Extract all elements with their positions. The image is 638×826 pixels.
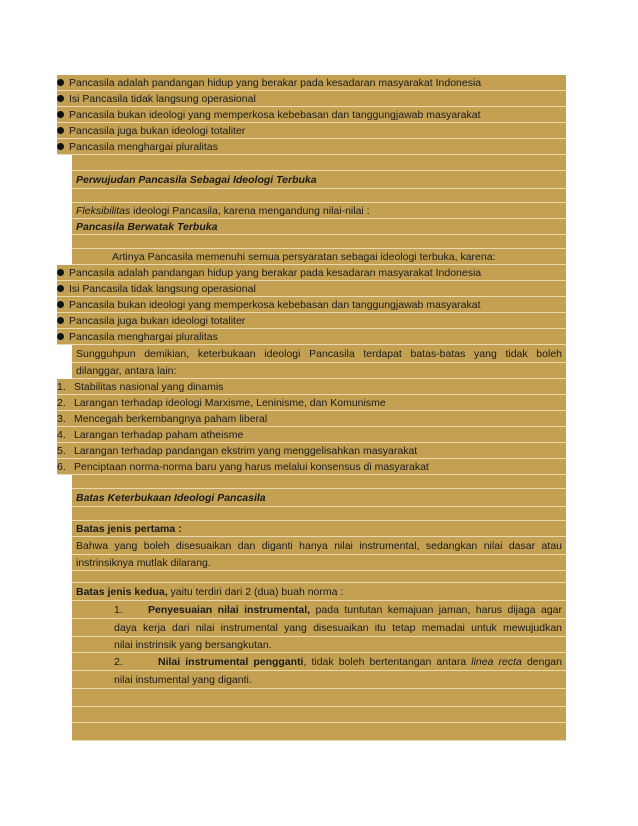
list-item: Isi Pancasila tidak langsung operasional bbox=[57, 91, 566, 107]
nested-item-line: nilai instrinsik yang bersangkutan. bbox=[72, 637, 566, 653]
list-item: Pancasila bukan ideologi yang memperkosa kebebasan dan tanggungjawab masyarakat bbox=[57, 297, 566, 313]
blank-line bbox=[72, 707, 566, 723]
list-item: Pancasila juga bukan ideologi totaliter bbox=[57, 123, 566, 139]
nested-item-line: 1. Penyesuaian nilai instrumental, pada tuntutan kemajuan jaman, harus dijaga agar bbox=[72, 601, 566, 619]
bullet-icon bbox=[57, 317, 64, 324]
paragraph-line: dilanggar, antara lain: bbox=[72, 363, 566, 379]
blank-line bbox=[72, 189, 566, 203]
section-heading: Batas Keterbukaan Ideologi Pancasila bbox=[72, 489, 566, 507]
subheading: Batas jenis pertama : bbox=[72, 521, 566, 537]
paragraph-line: instrinsiknya mutlak dilarang. bbox=[72, 555, 566, 571]
list-item: Pancasila adalah pandangan hidup yang berakar pada kesadaran masyarakat Indonesia bbox=[57, 265, 566, 281]
list-item: Pancasila menghargai pluralitas bbox=[57, 329, 566, 345]
subheading: Batas jenis kedua, yaitu terdiri dari 2 (dua) buah norma : bbox=[72, 583, 566, 601]
bullet-icon bbox=[57, 95, 64, 102]
paragraph-line: Bahwa yang boleh disesuaikan dan diganti hanya nilai instrumental, sedangkan nilai dasar atau bbox=[72, 537, 566, 555]
list-item: 3. Mencegah berkembangnya paham liberal bbox=[57, 411, 566, 427]
list-item: Isi Pancasila tidak langsung operasional bbox=[57, 281, 566, 297]
list-item: Pancasila menghargai pluralitas bbox=[57, 139, 566, 155]
bullet-icon bbox=[57, 269, 64, 276]
paragraph-line: Sungguhpun demikian, keterbukaan ideologi Pancasila terdapat batas-batas yang tidak boleh bbox=[72, 345, 566, 363]
bullet-icon bbox=[57, 79, 64, 86]
list-item: Pancasila bukan ideologi yang memperkosa kebebasan dan tanggungjawab masyarakat bbox=[57, 107, 566, 123]
list-item: Pancasila adalah pandangan hidup yang berakar pada kesadaran masyarakat Indonesia bbox=[57, 75, 566, 91]
list-item: 2. Larangan terhadap ideologi Marxisme, Leninisme, dan Komunisme bbox=[57, 395, 566, 411]
bullet-icon bbox=[57, 111, 64, 118]
blank-line bbox=[72, 723, 566, 741]
nested-item-line: nilai instumental yang diganti. bbox=[72, 671, 566, 689]
list-item: 5. Larangan terhadap pandangan ekstrim yang menggelisahkan masyarakat bbox=[57, 443, 566, 459]
paragraph-line: Fleksibilitas ideologi Pancasila, karena mengandung nilai-nilai : bbox=[72, 203, 566, 219]
nested-item-line: daya kerja dari nilai instrumental yang disesuaikan itu tetap memadai untuk mewujudkan bbox=[72, 619, 566, 637]
bullet-icon bbox=[57, 285, 64, 292]
list-item: 6. Penciptaan norma-norma baru yang harus melalui konsensus di masyarakat bbox=[57, 459, 566, 475]
blank-line bbox=[72, 155, 566, 171]
list-item: 1. Stabilitas nasional yang dinamis bbox=[57, 379, 566, 395]
blank-line bbox=[72, 507, 566, 521]
blank-line bbox=[72, 689, 566, 707]
blank-line bbox=[72, 475, 566, 489]
nested-item-line: 2. Nilai instrumental pengganti, tidak boleh bertentangan antara linea recta dengan bbox=[72, 653, 566, 671]
section-heading: Pancasila Berwatak Terbuka bbox=[72, 219, 566, 235]
blank-line bbox=[72, 235, 566, 249]
bullet-icon bbox=[57, 301, 64, 308]
section-heading: Perwujudan Pancasila Sebagai Ideologi Terbuka bbox=[72, 171, 566, 189]
blank-line bbox=[72, 571, 566, 583]
list-item: Pancasila juga bukan ideologi totaliter bbox=[57, 313, 566, 329]
bullet-icon bbox=[57, 127, 64, 134]
bullet-icon bbox=[57, 143, 64, 150]
bullet-icon bbox=[57, 333, 64, 340]
list-item: 4. Larangan terhadap paham atheisme bbox=[57, 427, 566, 443]
paragraph-line: Artinya Pancasila memenuhi semua persyaratan sebagai ideologi terbuka, karena: bbox=[72, 249, 566, 265]
